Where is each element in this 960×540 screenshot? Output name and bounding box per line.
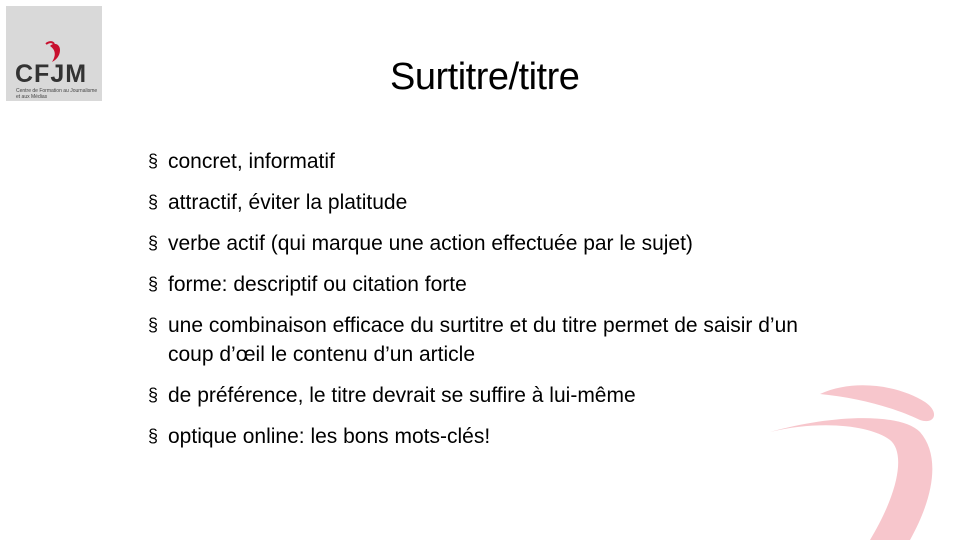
bullet-marker-icon: §	[148, 274, 159, 294]
bullet-marker-icon: §	[148, 385, 159, 405]
bullet-item	[148, 147, 848, 176]
bullet-marker-icon: §	[148, 233, 159, 253]
bullet-item	[148, 270, 848, 299]
bullet-item	[148, 188, 848, 217]
decorative-swoosh-icon	[760, 380, 960, 540]
bullet-marker-icon: §	[148, 151, 159, 171]
bullet-text: de préférence, le titre devrait se suffire à lui-même	[168, 384, 636, 407]
cfjm-logo	[6, 6, 102, 101]
logo-subtitle: Centre de Formation au Journalisme et aux Médias	[16, 88, 98, 100]
bullet-marker-icon: §	[148, 426, 159, 446]
bullet-list	[148, 147, 848, 463]
bullet-item	[148, 311, 848, 369]
bullet-text: forme: descriptif ou citation forte	[168, 273, 467, 296]
bullet-text: verbe actif (qui marque une action effectuée par le sujet)	[168, 232, 693, 255]
bullet-item	[148, 229, 848, 258]
slide-title: Surtitre/titre	[390, 56, 580, 98]
bullet-marker-icon: §	[148, 315, 159, 335]
bullet-text: attractif, éviter la platitude	[168, 191, 408, 214]
bullet-item	[148, 381, 848, 410]
bullet-item	[148, 422, 848, 451]
bullet-text: optique online: les bons mots-clés!	[168, 425, 491, 448]
bullet-text: concret, informatif	[168, 150, 335, 173]
bullet-text: une combinaison efficace du surtitre et du titre permet de saisir d’un coup d’œil le contenu d’un article	[168, 314, 798, 366]
logo-wordmark: CFJM	[15, 60, 88, 88]
bullet-marker-icon: §	[148, 192, 159, 212]
